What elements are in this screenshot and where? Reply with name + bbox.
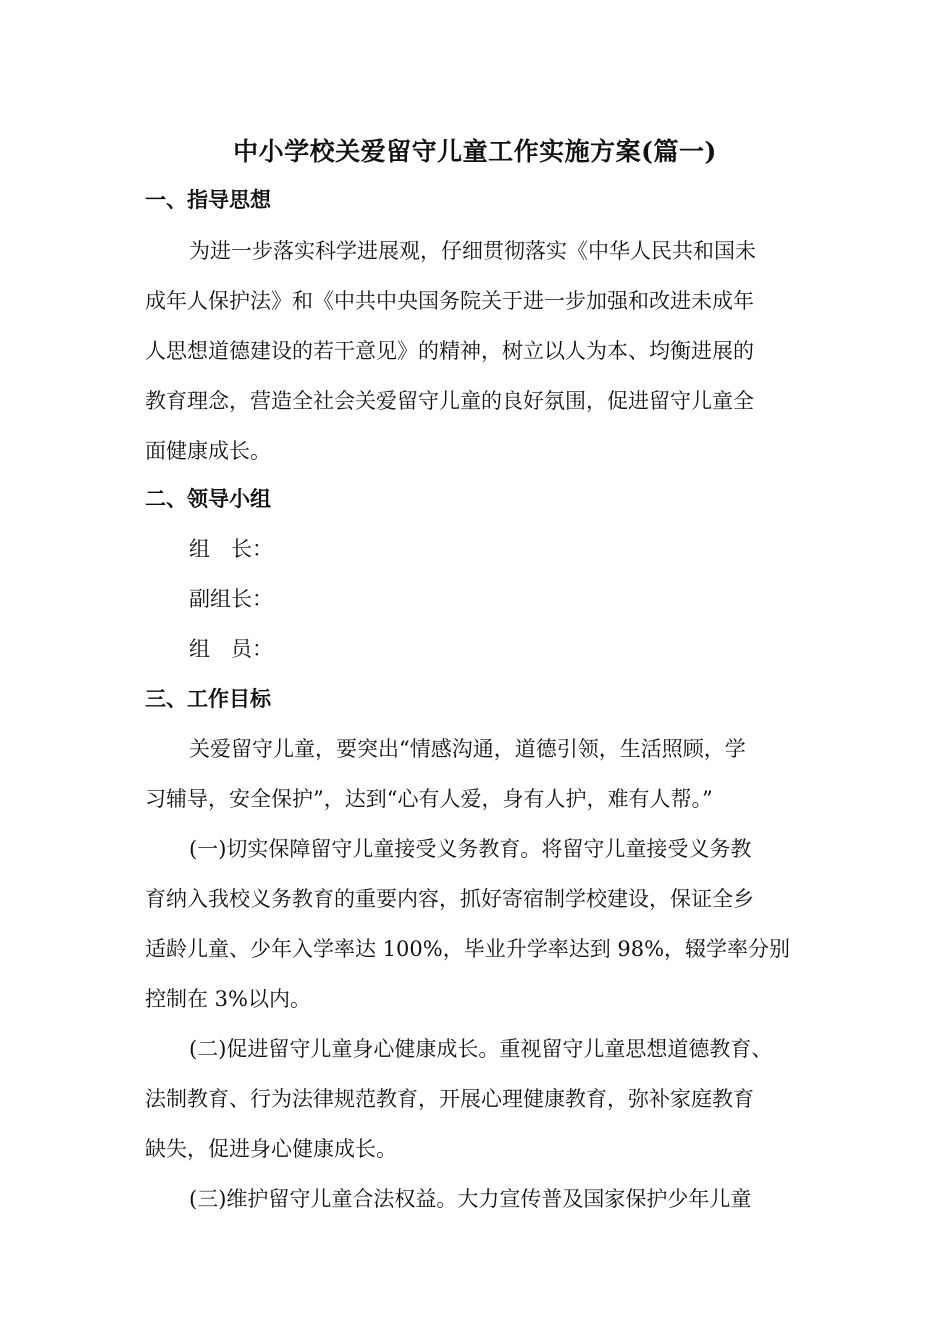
- text-line: 教育理念，营造全社会关爱留守儿童的良好氛围，促进留守儿童全: [145, 389, 754, 413]
- member-deputy-leader-label: 副组长：: [189, 587, 273, 611]
- text-line: (二)促进留守儿童身心健康成长。重视留守儿童思想道德教育、: [189, 1037, 773, 1061]
- section-heading-leadership-group: 二、领导小组: [145, 486, 271, 511]
- paragraph-goal-1: [145, 824, 807, 1024]
- paragraph-goal-2: [145, 1024, 807, 1174]
- text-line: 育纳入我校义务教育的重要内容，抓好寄宿制学校建设，保证全乡: [145, 887, 754, 911]
- member-leader-label: 组 长：: [189, 537, 273, 561]
- text-line: 关爱留守儿童，要突出“情感沟通，道德引领，生活照顾，学: [189, 737, 746, 761]
- section-heading-guiding-ideology: 一、指导思想: [145, 187, 271, 212]
- text-line: 控制在 3%以内。: [145, 987, 311, 1011]
- text-line: 面健康成长。: [145, 439, 271, 463]
- text-line: 为进一步落实科学进展观，仔细贯彻落实《中华人民共和国未: [189, 239, 756, 263]
- text-line: (一)切实保障留守儿童接受义务教育。将留守儿童接受义务教: [189, 837, 752, 861]
- text-line: 适龄儿童、少年入学率达 100%，毕业升学率达到 98%，辍学率分别: [145, 937, 791, 961]
- text-line: 习辅导，安全保护”，达到“心有人爱，身有人护，难有人帮。”: [145, 787, 713, 811]
- paragraph-goal-3: [145, 1174, 807, 1224]
- document-title: 中小学校关爱留守儿童工作实施方案(篇一): [233, 137, 717, 166]
- text-line: 人思想道德建设的若干意见》的精神，树立以人为本、均衡进展的: [145, 339, 754, 363]
- paragraph-guiding-ideology: [145, 226, 807, 476]
- text-line: 成年人保护法》和《中共中央国务院关于进一步加强和改进未成年: [145, 289, 754, 313]
- member-members-label: 组 员：: [189, 637, 273, 661]
- text-line: 法制教育、行为法律规范教育，开展心理健康教育，弥补家庭教育: [145, 1087, 754, 1111]
- paragraph-goals-intro: [145, 724, 807, 824]
- text-line: (三)维护留守儿童合法权益。大力宣传普及国家保护少年儿童: [189, 1187, 752, 1211]
- text-line: 缺失，促进身心健康成长。: [145, 1137, 397, 1161]
- section-heading-work-goals: 三、工作目标: [145, 686, 271, 711]
